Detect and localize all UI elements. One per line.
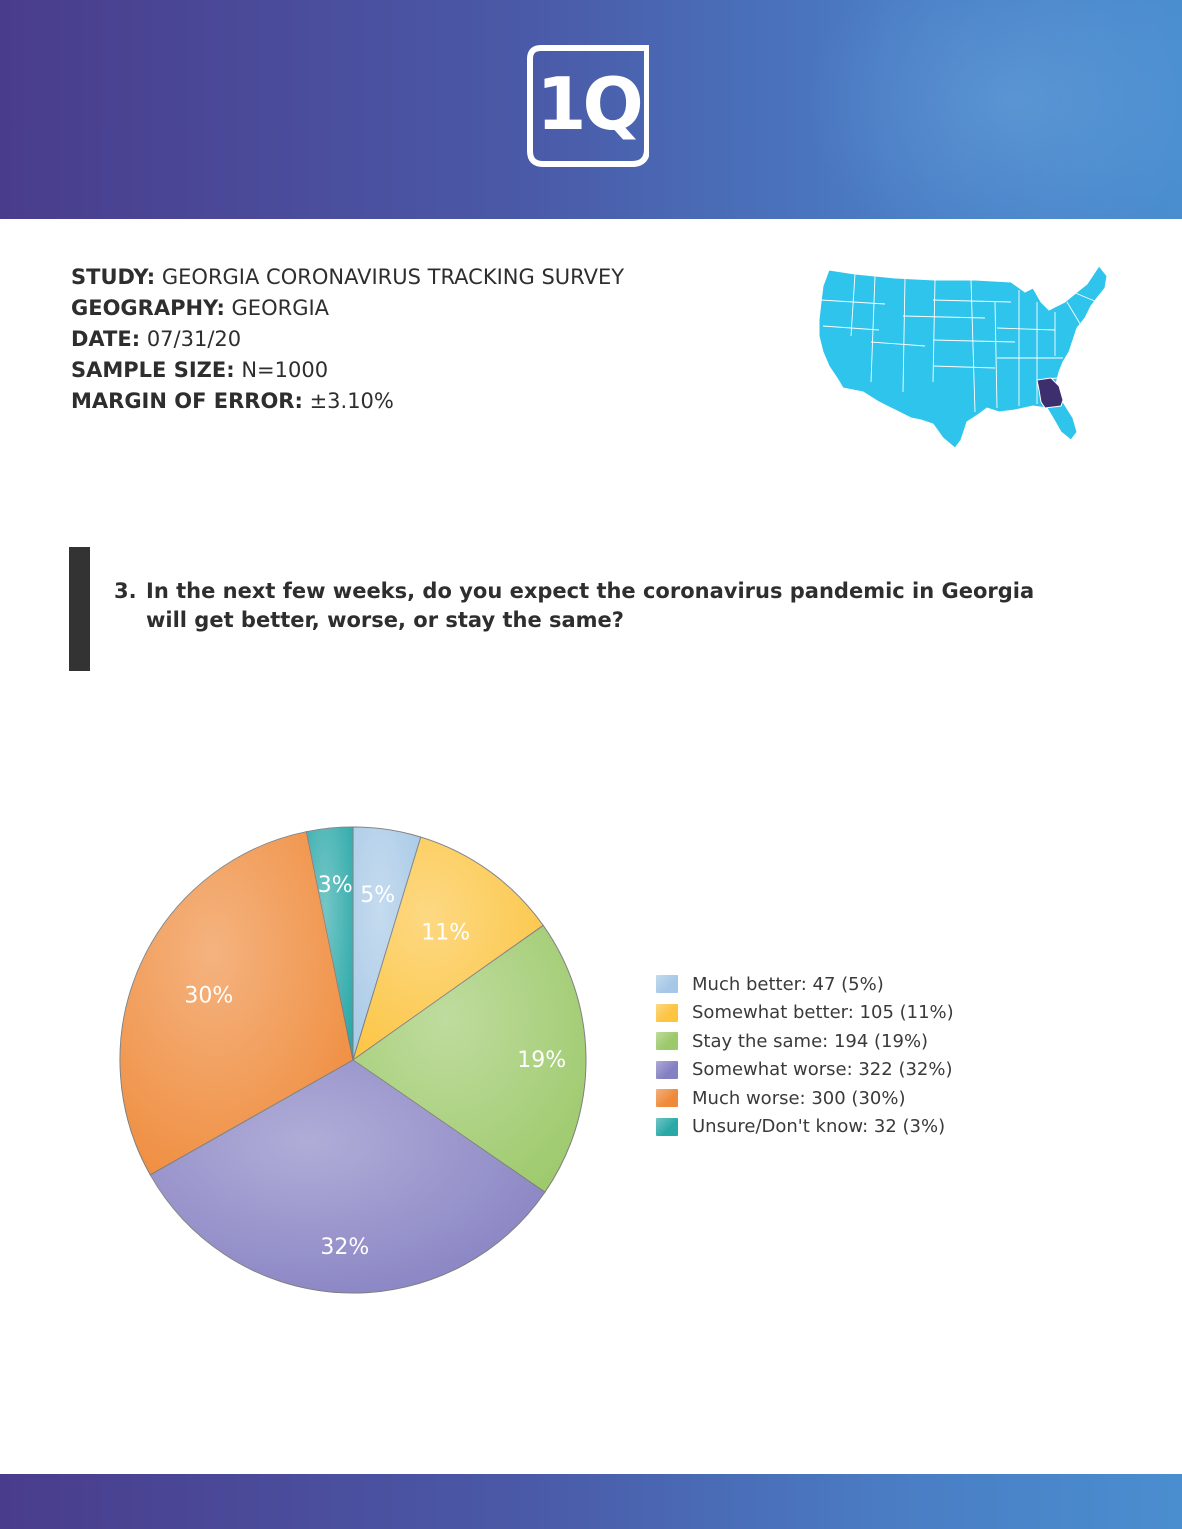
- pie-slices: [120, 827, 586, 1293]
- legend-item-somewhat-better: [656, 999, 954, 1028]
- legend-label-much-better: Much better: 47 (5%): [692, 973, 884, 995]
- legend-swatch-much-worse: [656, 1089, 678, 1107]
- legend-swatch-somewhat-better: [656, 1004, 678, 1022]
- question-text: [114, 577, 1114, 635]
- margin-of-error-label: MARGIN OF ERROR:: [71, 389, 303, 413]
- date-label: DATE:: [71, 327, 141, 351]
- pie-label-much-better: 5%: [360, 883, 396, 909]
- legend-label-somewhat-worse: Somewhat worse: 322 (32%): [692, 1059, 953, 1081]
- header-glow: [802, 0, 1182, 219]
- pie-label-stay-the-same: 19%: [517, 1047, 567, 1073]
- legend-swatch-somewhat-worse: [656, 1061, 678, 1079]
- study-line: [71, 262, 624, 293]
- logo: [527, 45, 649, 167]
- legend-item-stay-the-same: [656, 1027, 954, 1056]
- question-accent-bar: [69, 547, 90, 671]
- legend-swatch-much-better: [656, 975, 678, 993]
- sample-size-label: SAMPLE SIZE:: [71, 358, 235, 382]
- study-label: STUDY:: [71, 265, 156, 289]
- chart-legend: [656, 970, 954, 1141]
- margin-of-error-value: ±3.10%: [309, 389, 394, 413]
- logo-text: 1Q: [536, 62, 640, 146]
- pie-chart: [110, 820, 600, 1310]
- legend-item-unsure: [656, 1113, 954, 1142]
- header-band: [0, 0, 1182, 219]
- legend-label-stay-the-same: Stay the same: 194 (19%): [692, 1030, 929, 1052]
- date-line: [71, 324, 624, 355]
- pie-label-unsure: 3%: [317, 872, 353, 898]
- question-number: 3.: [114, 579, 137, 603]
- legend-swatch-unsure: [656, 1118, 678, 1136]
- pie-label-somewhat-worse: 32%: [320, 1235, 370, 1261]
- pie-label-somewhat-better: 11%: [421, 920, 471, 946]
- legend-label-much-worse: Much worse: 300 (30%): [692, 1087, 906, 1109]
- us-map-icon: [815, 262, 1111, 452]
- legend-item-somewhat-worse: [656, 1056, 954, 1085]
- study-info: [71, 262, 624, 417]
- question-line-1: In the next few weeks, do you expect the coronavirus pandemic in Georgia: [146, 579, 1035, 603]
- us-outline: [819, 266, 1107, 448]
- pie-label-much-worse: 30%: [184, 983, 234, 1009]
- question-line-2: will get better, worse, or stay the same?: [146, 608, 624, 632]
- sample-size-line: [71, 355, 624, 386]
- legend-swatch-stay-the-same: [656, 1032, 678, 1050]
- date-value: 07/31/20: [146, 327, 242, 351]
- geography-label: GEOGRAPHY:: [71, 296, 225, 320]
- sample-size-value: N=1000: [241, 358, 329, 382]
- margin-of-error-line: [71, 386, 624, 417]
- legend-item-much-worse: [656, 1084, 954, 1113]
- geography-line: [71, 293, 624, 324]
- geography-value: GEORGIA: [231, 296, 330, 320]
- footer-band: [0, 1474, 1182, 1529]
- study-value: GEORGIA CORONAVIRUS TRACKING SURVEY: [161, 265, 625, 289]
- legend-label-somewhat-better: Somewhat better: 105 (11%): [692, 1002, 954, 1024]
- legend-label-unsure: Unsure/Don't know: 32 (3%): [692, 1116, 946, 1138]
- legend-item-much-better: [656, 970, 954, 999]
